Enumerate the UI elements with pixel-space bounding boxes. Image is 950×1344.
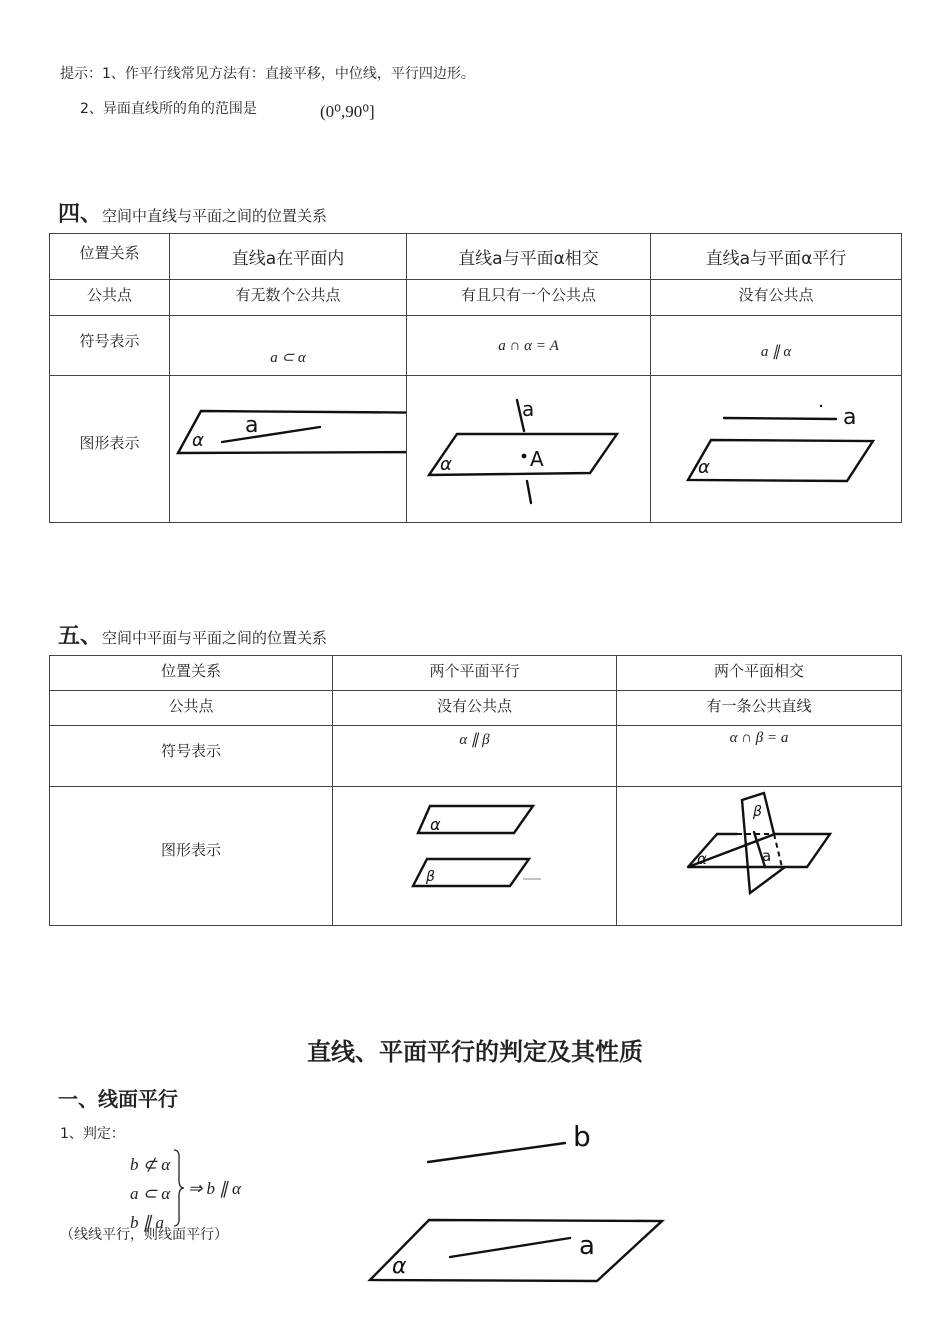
common-intersect: 有且只有一个公共点 (407, 280, 651, 316)
judge-label: 1、判定： (60, 1126, 125, 1142)
point-A-marker (522, 454, 527, 459)
plane-beta-hidden-edge (774, 834, 782, 867)
figure-cell-intersect (407, 376, 651, 523)
row-label-figure: 图形表示 (50, 787, 333, 926)
row-label-common: 公共点 (50, 280, 170, 316)
main-title: 直线、平面平行的判定及其性质 (307, 1038, 643, 1066)
line-in-plane-figure (170, 376, 406, 518)
parallel-planes-figure (333, 787, 616, 921)
alpha-label: α (392, 1254, 407, 1279)
beta-label: β (753, 804, 762, 820)
row-label-relation: 位置关系 (50, 234, 170, 280)
condition-1: b ⊄ α (130, 1155, 171, 1174)
header-intersecting-planes: 两个平面相交 (617, 656, 902, 691)
symbol-intersect: a ∩ α = A (407, 316, 651, 376)
common-in-plane: 有无数个公共点 (170, 280, 407, 316)
alpha-label: α (440, 454, 452, 475)
alpha-label: α (192, 430, 204, 451)
header-intersect: 直线a与平面α相交 (407, 234, 651, 280)
a-label: a (579, 1231, 595, 1261)
angle-range: (0⁰,90⁰] (320, 102, 375, 121)
line-a-shape (450, 1238, 570, 1257)
judge-note: （线线平行，则线面平行） (60, 1227, 228, 1243)
common-parallel: 没有公共点 (651, 280, 902, 316)
header-in-plane: 直线a在平面内 (170, 234, 407, 280)
row-label-figure: 图形表示 (50, 376, 170, 523)
plane-alpha-shape (688, 440, 873, 481)
section-5-number: 五、 (58, 624, 103, 649)
line-b-shape (428, 1143, 565, 1162)
row-label-symbol: 符号表示 (50, 316, 170, 376)
figure-cell-parallel (651, 376, 902, 523)
dot-mark (820, 405, 822, 407)
figure-cell-intersecting-planes (617, 787, 902, 926)
beta-label: β (426, 869, 435, 885)
plane-alpha-shape (370, 1220, 662, 1281)
section-5-heading (58, 619, 327, 650)
conclusion: ⇒ b ∥ α (188, 1179, 241, 1198)
figure-cell-parallel-planes (333, 787, 617, 926)
plane-plane-table (49, 655, 902, 926)
line-plane-table (49, 233, 902, 523)
condition-3: b ∥ a (130, 1213, 164, 1232)
section-4-heading (58, 197, 327, 228)
section-4-number: 四、 (58, 202, 103, 227)
line-plane-parallel-figure (350, 1110, 680, 1290)
row-label-symbol: 符号表示 (50, 726, 333, 787)
header-parallel: 直线a与平面α平行 (651, 234, 902, 280)
right-brace-icon (172, 1148, 186, 1228)
symbol-intersecting-planes: α ∩ β = a (617, 726, 902, 787)
row-label-relation: 位置关系 (50, 656, 333, 691)
condition-2: a ⊂ α (130, 1184, 171, 1203)
symbol-parallel-planes: α ∥ β (333, 726, 617, 787)
A-label: A (530, 447, 544, 471)
common-intersecting-planes: 有一条公共直线 (617, 691, 902, 726)
hint-line-2: 2、异面直线所的角的范围是 (80, 101, 257, 117)
symbol-in-plane: a ⊂ α (170, 316, 407, 376)
line-intersect-figure (407, 376, 650, 518)
hint-line-1: 提示：1、作平行线常见方法有：直接平移，中位线，平行四边形。 (60, 66, 475, 82)
section-5-title: 空间中平面与平面之间的位置关系 (102, 629, 328, 647)
part-1-title: 一、线面平行 (58, 1087, 178, 1111)
line-a-lower-shape (527, 481, 531, 503)
common-parallel-planes: 没有公共点 (333, 691, 617, 726)
row-label-common: 公共点 (50, 691, 333, 726)
line-a-shape (724, 418, 836, 419)
line-parallel-figure (651, 376, 901, 518)
a-label: a (843, 405, 857, 430)
alpha-label: α (698, 457, 710, 478)
header-parallel-planes: 两个平面平行 (333, 656, 617, 691)
a-label: a (245, 413, 259, 438)
section-4-title: 空间中直线与平面之间的位置关系 (102, 207, 328, 225)
a-label: a (522, 397, 535, 421)
figure-cell-in-plane (170, 376, 407, 523)
alpha-label: α (697, 850, 707, 868)
a-label: a (762, 847, 772, 865)
line-a-shape (222, 427, 320, 442)
intersecting-planes-figure (617, 787, 901, 921)
alpha-label: α (430, 815, 441, 834)
symbol-parallel: a ∥ α (651, 316, 902, 376)
b-label: b (573, 1120, 591, 1153)
